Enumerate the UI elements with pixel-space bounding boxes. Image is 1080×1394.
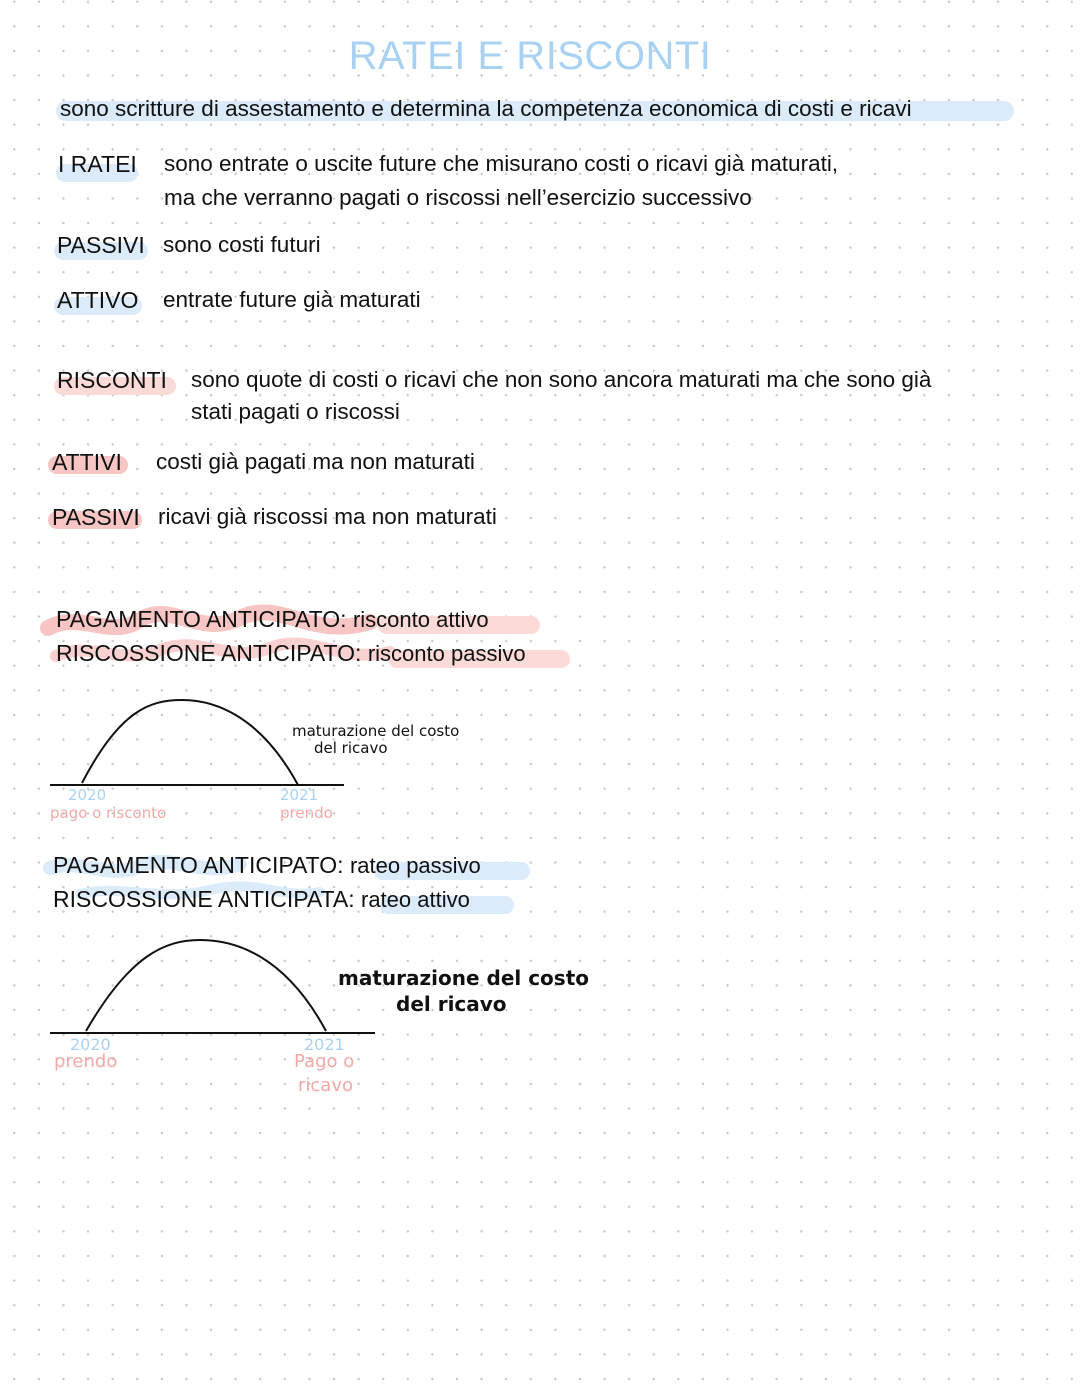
section1-line1 (56, 606, 489, 633)
risconti-attivi-term: ATTIVI (52, 449, 122, 475)
risconti-definition-line1: sono quote di costi o ricavi che non sono ancora maturati ma che sono già (191, 367, 932, 392)
section1-line2-value: risconto passivo (367, 641, 526, 666)
diagram2-annotation-line1: maturazione del costo (338, 966, 589, 990)
ratei-passivi-definition: sono costi futuri (163, 232, 321, 257)
diagram1-right-year: 2021 (280, 786, 319, 804)
section1-line2-label: RISCOSSIONE ANTICIPATO: (56, 640, 362, 666)
section2-line2-label: RISCOSSIONE ANTICIPATA: (53, 886, 355, 912)
diagram2-left-note: prendo (54, 1051, 118, 1072)
section2-line1-label: PAGAMENTO ANTICIPATO: (53, 852, 344, 878)
section1-line2 (56, 640, 526, 667)
risconti-passivi-definition: ricavi già riscossi ma non maturati (158, 504, 497, 529)
diagram1-annotation-line2: del ricavo (314, 739, 388, 757)
ratei-passivi-term: PASSIVI (57, 232, 145, 258)
ratei-term: I RATEI (58, 151, 137, 177)
intro-text: sono scritture di assestamento e determina la competenza economica di costi e ricavi (60, 96, 912, 121)
ratei-definition-line1: sono entrate o uscite future che misurano costi o ricavi già maturati, (164, 151, 839, 176)
diagram1-left-note: pago o risconto (50, 804, 167, 822)
section2-line1-value: rateo passivo (349, 853, 481, 878)
risconti-term: RISCONTI (57, 367, 167, 393)
ratei-definition-line2: ma che verranno pagati o riscossi nell’esercizio successivo (164, 185, 752, 210)
risconti-definition-line2: stati pagati o riscossi (191, 399, 400, 424)
risconti-passivi-term: PASSIVI (52, 504, 140, 530)
section1-line1-value: risconto attivo (352, 607, 489, 632)
diagram1-right-note: prendo (280, 804, 333, 822)
diagram2-left-year: 2020 (70, 1035, 111, 1054)
section2-line2-value: rateo attivo (361, 887, 470, 912)
diagram2-right-note-line1: Pago o (294, 1051, 355, 1072)
diagram1-annotation-line1: maturazione del costo (292, 722, 460, 740)
diagram2-annotation-line2: del ricavo (396, 992, 507, 1016)
diagram1-left-year: 2020 (68, 786, 107, 804)
diagram1-curve (40, 690, 360, 800)
section2-line1 (53, 852, 481, 879)
diagram2-right-note-line2: ricavo (298, 1075, 353, 1096)
ratei-attivo-term: ATTIVO (57, 287, 139, 313)
risconti-attivi-definition: costi già pagati ma non maturati (156, 449, 475, 474)
section2-line2 (53, 886, 470, 913)
ratei-attivo-definition: entrate future già maturati (163, 287, 421, 312)
page-title: RATEI E RISCONTI (348, 34, 712, 78)
section1-line1-label: PAGAMENTO ANTICIPATO: (56, 606, 347, 632)
diagram2-right-year: 2021 (304, 1035, 345, 1054)
